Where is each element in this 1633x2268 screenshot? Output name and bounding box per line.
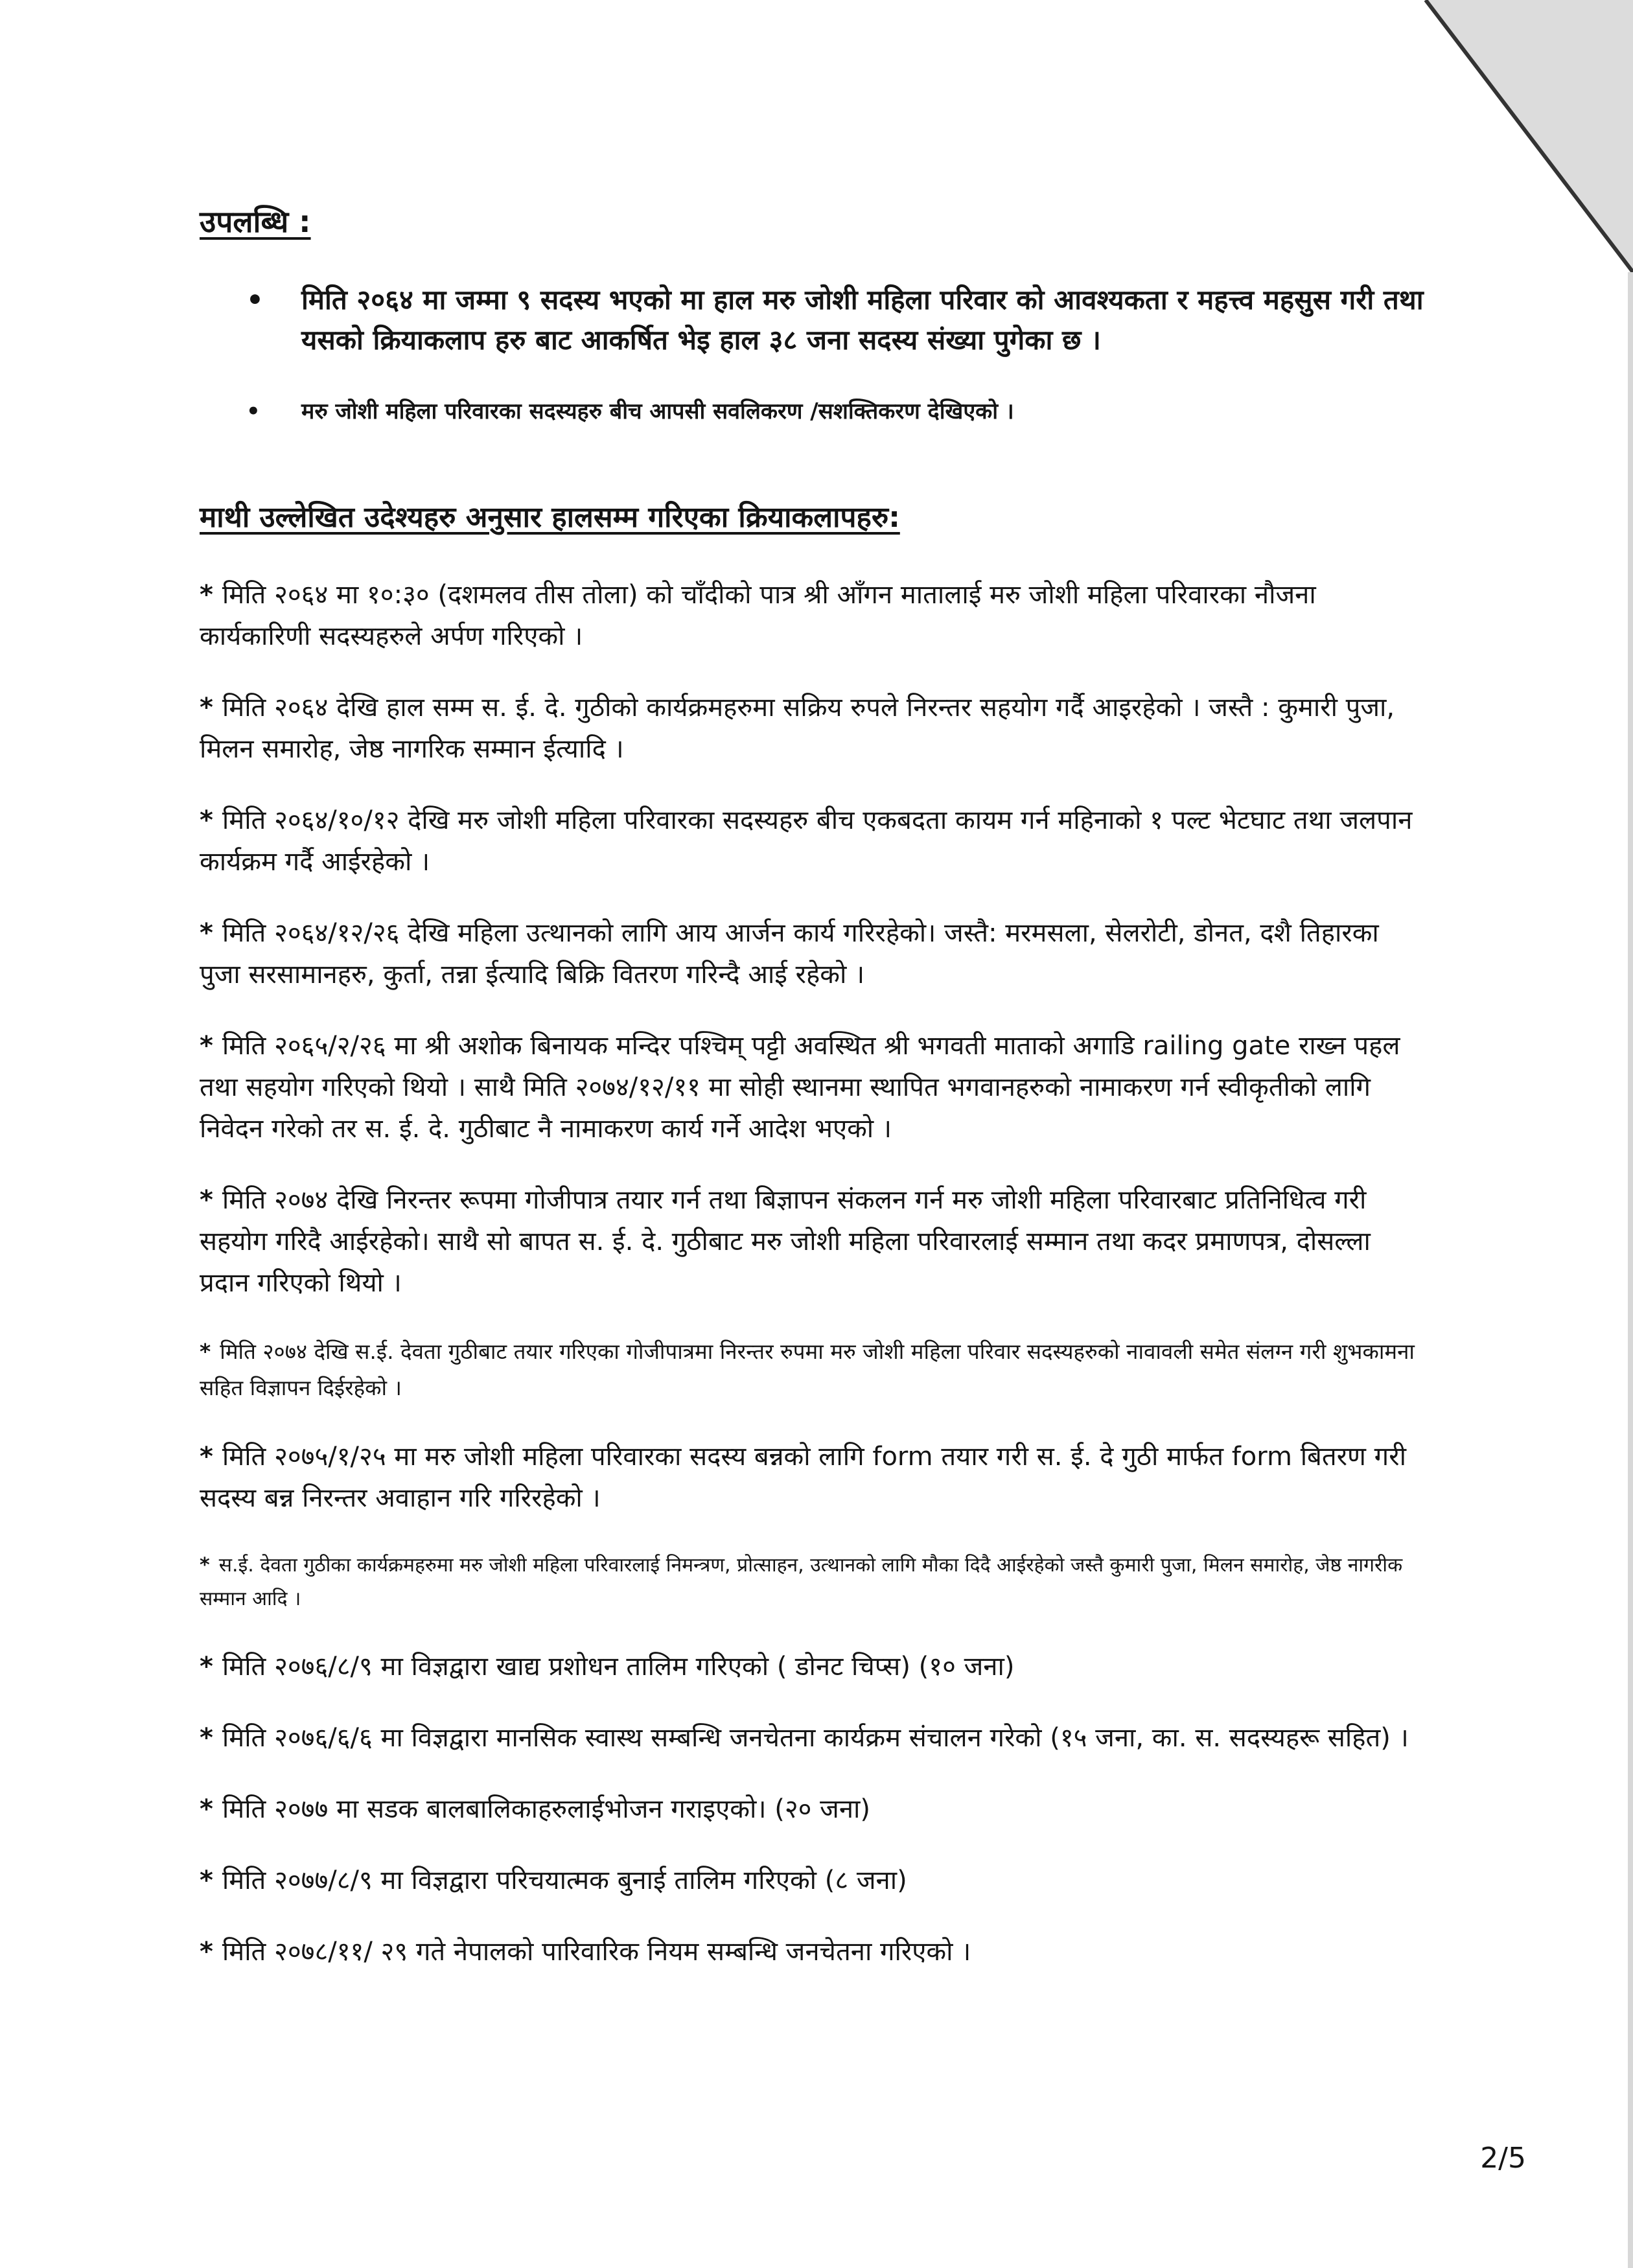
list-item: • मिति २०६४ मा जम्मा ९ सदस्य भएको मा हाल मरु जोशी महिला परिवार को आवश्यकता र महत्त्व महसुस गरी तथा यसको क्रियाकलाप हरु बाट आकर्षित भेइ हाल ३८ जना सदस्य संख्या पुगेका छ । [194, 280, 1426, 360]
asterisk: * [200, 693, 213, 723]
list-item [200, 1025, 1426, 1150]
achievements-heading: उपलब्धि : [200, 204, 311, 239]
document-body [194, 201, 1426, 2002]
activities-heading: माथी उल्लेखित उदेश्यहरु अनुसार हालसम्म गरिएका क्रियाकलापहरु: [200, 501, 900, 534]
list-item [200, 1549, 1426, 1616]
asterisk: * [200, 1442, 213, 1472]
asterisk: * [200, 1723, 213, 1753]
list-item [200, 1179, 1426, 1304]
activity-text: मिति २०७४ देखि निरन्तर रूपमा गोजीपात्र तयार गर्न तथा बिज्ञापन संकलन गर्न मरु जोशी महिला परिवारबाट प्रतिनिधित्व गरी सहयोग गरिदै आईरहेको। साथै सो बापत स. ई. दे. गुठीबाट मरु जोशी महिला परिवारलाई सम्मान तथा कदर प्रमाणपत्र, दोसल्ला प्रदान गरिएको थियो । [200, 1185, 1371, 1298]
list-item: • मरु जोशी महिला परिवारका सदस्यहरु बीच आपसी सवलिकरण /सशक्तिकरण देखिएको । [194, 391, 1426, 432]
asterisk: * [200, 1652, 213, 1682]
asterisk: * [200, 805, 213, 835]
activity-text: मिति २०६५/२/२६ मा श्री अशोक बिनायक मन्दिर पश्चिम् पट्टी अवस्थित श्री भगवती माताको अगाडि railing gate राख्न पहल तथा सहयोग गरिएको थियो । साथै मिति २०७४/१२/११ मा सोही स्थानमा स्थापित भगवानहरुको नामाकरण गर्न स्वीकृतीको लागि निवेदन गरेको तर स. ई. दे. गुठीबाट नै नामाकरण कार्य गर्ने आदेश भएको । [200, 1031, 1400, 1144]
list-item [200, 1931, 1426, 1973]
activity-text: मिति २०७४ देखि स.ई. देवता गुठीबाट तयार गरिएका गोजीपात्रमा निरन्तर रुपमा मरु जोशी महिला परिवार सदस्यहरुको नावावली समेत संलग्न गरी शुभकामना सहित विज्ञापन दिईरहेको । [200, 1339, 1415, 1400]
list-item [200, 1334, 1426, 1406]
list-item [200, 1717, 1426, 1759]
page-number: 2/5 [1480, 2142, 1526, 2175]
asterisk: * [200, 1031, 213, 1061]
activity-text: मिति २०७५/१/२५ मा मरु जोशी महिला परिवारका सदस्य बन्नको लागि form तयार गरी स. ई. दे गुठी मार्फत form बितरण गरी सदस्य बन्न निरन्तर अवाहान गरि गरिरहेको । [200, 1442, 1406, 1513]
activity-text: मिति २०६४ देखि हाल सम्म स. ई. दे. गुठीको कार्यक्रमहरुमा सक्रिय रुपले निरन्तर सहयोग गर्दै आइरहेको । जस्तै : कुमारी पुजा, मिलन समारोह, जेष्ठ नागरिक सम्मान ईत्यादि । [200, 693, 1395, 764]
activity-text: मिति २०७६/८/९ मा विज्ञद्वारा खाद्य प्रशोधन तालिम गरिएको ( डोनट चिप्स) (१० जना) [222, 1652, 1015, 1682]
activity-text: मिति २०६४ मा १०:३० (दशमलव तीस तोला) को चाँदीको पात्र श्री आँगन मातालाई मरु जोशी महिला परिवारका नौजना कार्यकारिणी सदस्यहरुले अर्पण गरिएको । [200, 580, 1316, 651]
list-item [200, 1860, 1426, 1901]
asterisk: * [200, 1937, 213, 1967]
asterisk: * [200, 1866, 213, 1895]
activities-list [194, 574, 1426, 1973]
asterisk: * [200, 918, 213, 948]
activity-text: मिति २०७८/११/ २९ गते नेपालको पारिवारिक नियम सम्बन्धि जनचेतना गरिएको । [222, 1937, 971, 1967]
list-item [200, 800, 1426, 883]
asterisk: * [200, 580, 213, 610]
list-item [200, 912, 1426, 995]
activity-text: मिति २०६४/१०/१२ देखि मरु जोशी महिला परिवारका सदस्यहरु बीच एकबदता कायम गर्न महिनाको १ पल्ट भेटघाट तथा जलपान कार्यक्रम गर्दै आईरहेको । [200, 805, 1413, 877]
list-item [200, 687, 1426, 770]
activity-text: मिति २०६४/१२/२६ देखि महिला उत्थानको लागि आय आर्जन कार्य गरिरहेको। जस्तै: मरमसला, सेलरोटी, डोनत, दशै तिहारका पुजा सरसामानहरु, कुर्ता, तन्ना ईत्यादि बिक्रि वितरण गरिन्दै आई रहेको । [200, 918, 1379, 989]
list-item [200, 574, 1426, 657]
activity-text: स.ई. देवता गुठीका कार्यक्रमहरुमा मरु जोशी महिला परिवारलाई निमन्त्रण, प्रोत्साहन, उत्थानको लागि मौका दिदै आईरहेको जस्तै कुमारी पुजा, मिलन समारोह, जेष्ठ नागरीक सम्मान आदि । [200, 1554, 1403, 1610]
asterisk: * [200, 1185, 213, 1215]
list-item [200, 1436, 1426, 1519]
asterisk: * [200, 1794, 213, 1824]
asterisk: * [200, 1554, 210, 1577]
asterisk: * [200, 1339, 211, 1364]
list-item [200, 1788, 1426, 1830]
activity-text: मिति २०७७ मा सडक बालबालिकाहरुलाईभोजन गराइएको। (२० जना) [222, 1794, 871, 1824]
activity-text: मिति २०७६/६/६ मा विज्ञद्वारा मानसिक स्वास्थ सम्बन्धि जनचेतना कार्यक्रम संचालन गरेको (१५ जना, का. स. सदस्यहरू सहित) । [222, 1723, 1409, 1753]
achievements-list [194, 280, 1426, 432]
activity-text: मिति २०७७/८/९ मा विज्ञद्वारा परिचयात्मक बुनाई तालिम गरिएको (८ जना) [222, 1866, 907, 1895]
list-item [200, 1646, 1426, 1687]
